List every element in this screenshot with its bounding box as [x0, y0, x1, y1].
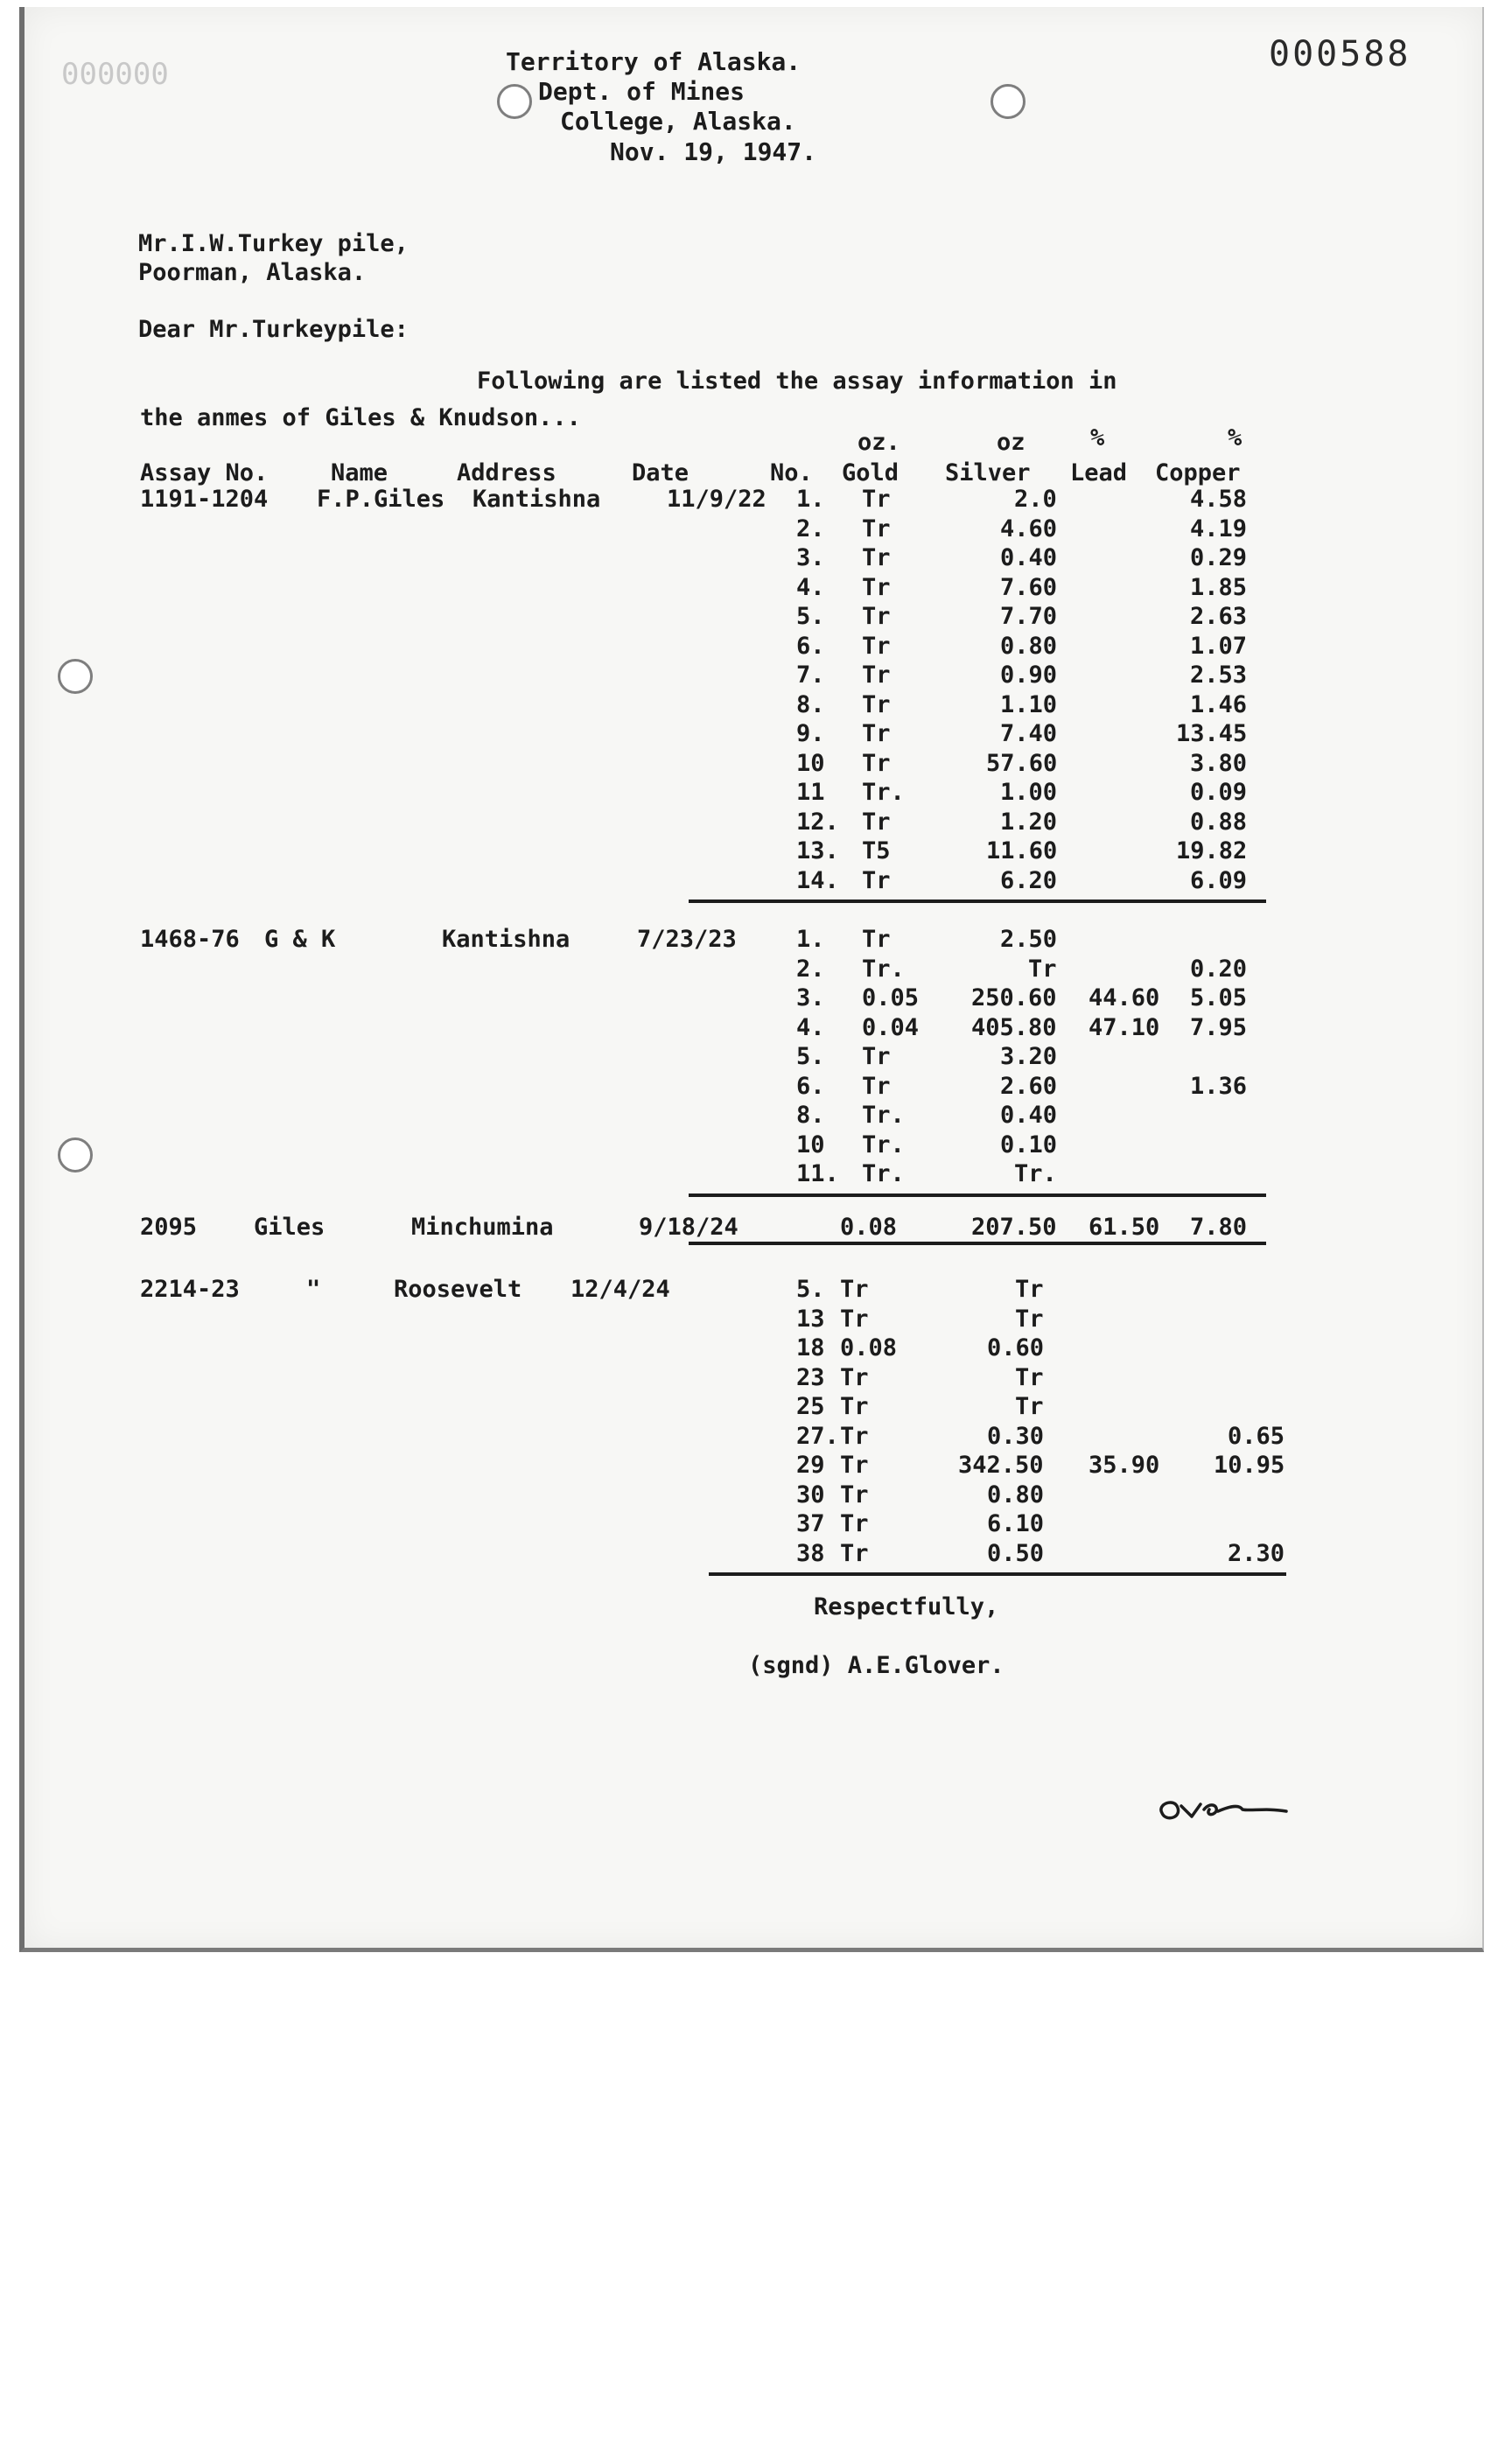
sample-number: 38 — [796, 1539, 825, 1567]
gold-value: Tr — [862, 603, 891, 630]
gold-value: Tr. — [862, 1102, 905, 1129]
gold-value: Tr. — [862, 779, 905, 806]
gold-value: Tr — [862, 573, 891, 601]
copper-value: 0.20 — [1190, 955, 1248, 983]
copper-value: 7.80 — [1190, 1214, 1248, 1241]
unit-gold: oz. — [858, 429, 900, 456]
assay-number: 2095 — [140, 1214, 198, 1241]
silver-value: 4.60 — [1000, 514, 1058, 542]
silver-value: 0.30 — [987, 1422, 1045, 1450]
sample-number: 12. — [796, 808, 839, 836]
sample-number: 10 — [796, 1130, 825, 1158]
silver-value: 342.50 — [958, 1452, 1044, 1479]
sample-number: 2. — [796, 955, 825, 983]
gold-value: Tr. — [862, 1130, 905, 1158]
gold-value: Tr — [840, 1276, 869, 1303]
unit-lead: % — [1090, 424, 1105, 452]
gold-value: Tr — [840, 1510, 869, 1537]
sample-number: 1. — [796, 926, 825, 953]
gold-value: T5 — [862, 837, 891, 864]
sample-number: 13 — [796, 1305, 825, 1333]
gold-value: Tr — [840, 1452, 869, 1479]
unit-silver: oz — [997, 429, 1026, 456]
sample-number: 30 — [796, 1480, 825, 1508]
silver-value: 2.60 — [1000, 1072, 1058, 1100]
copper-value: 7.95 — [1190, 1013, 1248, 1041]
silver-value: Tr — [1015, 1276, 1044, 1303]
silver-value: 2.50 — [1000, 926, 1058, 953]
gold-value: Tr — [862, 926, 891, 953]
copper-value: 3.80 — [1190, 749, 1248, 777]
silver-value: 1.20 — [1000, 808, 1058, 836]
silver-value: 250.60 — [971, 984, 1057, 1012]
silver-value: 0.10 — [1000, 1130, 1058, 1158]
salutation: Dear Mr.Turkeypile: — [138, 316, 409, 343]
copper-value: 6.09 — [1190, 866, 1248, 894]
copper-value: 1.46 — [1190, 690, 1248, 718]
assay-address: Kantishna — [472, 486, 601, 513]
assayee-name: Giles — [254, 1214, 326, 1241]
silver-value: 7.70 — [1000, 603, 1058, 630]
gold-value: Tr — [862, 720, 891, 747]
sample-number: 18 — [796, 1334, 825, 1362]
sample-number: 10 — [796, 749, 825, 777]
gold-value: Tr — [862, 690, 891, 718]
sample-number: 5. — [796, 603, 825, 630]
copper-value: 4.19 — [1190, 514, 1248, 542]
assayee-name: G & K — [264, 926, 336, 953]
silver-value: 3.20 — [1000, 1043, 1058, 1070]
sample-number: 27. — [796, 1422, 839, 1450]
assay-date: 7/23/23 — [637, 926, 737, 953]
gold-value: Tr — [862, 544, 891, 571]
copper-value: 1.36 — [1190, 1072, 1248, 1100]
silver-value: Tr — [1015, 1363, 1044, 1391]
silver-value: 57.60 — [986, 749, 1058, 777]
copper-value: 2.53 — [1190, 662, 1248, 689]
sample-number: 8. — [796, 1102, 825, 1129]
sample-number: 23 — [796, 1363, 825, 1391]
gold-value: 0.05 — [862, 984, 920, 1012]
col-silver: Silver — [945, 459, 1031, 486]
sample-number: 11 — [796, 779, 825, 806]
silver-value: 11.60 — [986, 837, 1058, 864]
letterhead-date: Nov. 19, 1947. — [610, 137, 817, 166]
gold-value: Tr — [862, 749, 891, 777]
faded-stamp-number: 000000 — [61, 57, 169, 92]
silver-value: 0.50 — [987, 1539, 1045, 1567]
punch-hole-left-lower — [58, 1138, 93, 1172]
silver-value: Tr. — [1014, 1160, 1057, 1187]
gold-value: Tr — [840, 1393, 869, 1420]
silver-value: 6.20 — [1000, 866, 1058, 894]
letterhead-line-1: Territory of Alaska. — [506, 47, 802, 76]
silver-value: 0.40 — [1000, 544, 1058, 571]
sample-number: 1. — [796, 486, 825, 513]
gold-value: Tr — [840, 1363, 869, 1391]
assayee-name: " — [306, 1276, 321, 1303]
assay-date: 11/9/22 — [667, 486, 766, 513]
silver-value: 0.80 — [1000, 632, 1058, 660]
gold-value: Tr — [862, 632, 891, 660]
col-gold: Gold — [842, 459, 900, 486]
silver-value: 405.80 — [971, 1013, 1057, 1041]
copper-value: 10.95 — [1214, 1452, 1285, 1479]
silver-value: 7.40 — [1000, 720, 1058, 747]
sample-number: 11. — [796, 1160, 839, 1187]
copper-value: 1.07 — [1190, 632, 1248, 660]
letterhead-line-3: College, Alaska. — [560, 107, 796, 136]
gold-value: Tr — [862, 866, 891, 894]
gold-value: Tr — [862, 514, 891, 542]
copper-value: 4.58 — [1190, 486, 1248, 513]
gold-value: Tr — [840, 1539, 869, 1567]
gold-value: Tr — [862, 1072, 891, 1100]
gold-value: 0.04 — [862, 1013, 920, 1041]
copper-value: 13.45 — [1176, 720, 1248, 747]
lead-value: 35.90 — [1088, 1452, 1160, 1479]
document-number: 000588 — [1269, 34, 1411, 74]
gold-value: Tr — [862, 486, 891, 513]
sample-number: 4. — [796, 573, 825, 601]
sample-number: 37 — [796, 1510, 825, 1537]
punch-hole-top-right — [990, 84, 1026, 119]
addressee-line-2: Poorman, Alaska. — [138, 259, 367, 286]
sample-number: 2. — [796, 514, 825, 542]
col-copper: Copper — [1155, 459, 1241, 486]
signature: (sgnd) A.E.Glover. — [748, 1652, 1004, 1679]
col-assay-no: Assay No. — [140, 459, 269, 486]
gold-value: 0.08 — [840, 1334, 898, 1362]
silver-value: Tr — [1028, 955, 1057, 983]
gold-value: Tr — [862, 662, 891, 689]
assay-number: 1191-1204 — [140, 486, 269, 513]
reverse-side-bleed-through — [970, 980, 1374, 1698]
sample-number: 3. — [796, 544, 825, 571]
assayee-name: F.P.Giles — [317, 486, 445, 513]
silver-value: 0.40 — [1000, 1102, 1058, 1129]
silver-value: Tr — [1015, 1305, 1044, 1333]
sample-number: 3. — [796, 984, 825, 1012]
gold-value: Tr — [840, 1305, 869, 1333]
intro-line-1: Following are listed the assay information in — [477, 368, 1117, 395]
addressee-line-1: Mr.I.W.Turkey pile, — [138, 230, 409, 257]
gold-value: Tr — [862, 808, 891, 836]
col-no: No. — [770, 459, 813, 486]
copper-value: 2.63 — [1190, 603, 1248, 630]
gold-value: 0.08 — [840, 1214, 898, 1241]
silver-value: 1.00 — [1000, 779, 1058, 806]
sample-number: 8. — [796, 690, 825, 718]
copper-value: 1.85 — [1190, 573, 1248, 601]
silver-value: 1.10 — [1000, 690, 1058, 718]
col-name: Name — [331, 459, 388, 486]
silver-value: 6.10 — [987, 1510, 1045, 1537]
copper-value: 2.30 — [1228, 1539, 1285, 1567]
sample-number: 29 — [796, 1452, 825, 1479]
group-total-rule — [689, 900, 1266, 903]
gold-value: Tr — [840, 1422, 869, 1450]
assay-number: 1468-76 — [140, 926, 240, 953]
silver-value: 207.50 — [971, 1214, 1057, 1241]
silver-value: 7.60 — [1000, 573, 1058, 601]
sample-number: 14. — [796, 866, 839, 894]
silver-value: 0.60 — [987, 1334, 1045, 1362]
lead-value: 44.60 — [1088, 984, 1160, 1012]
sample-number: 25 — [796, 1393, 825, 1420]
sample-number: 9. — [796, 720, 825, 747]
sample-number: 13. — [796, 837, 839, 864]
sample-number: 6. — [796, 1072, 825, 1100]
gold-value: Tr — [840, 1480, 869, 1508]
assay-date: 12/4/24 — [570, 1276, 670, 1303]
letterhead-line-2: Dept. of Mines — [538, 77, 746, 106]
sample-number: 7. — [796, 662, 825, 689]
punch-hole-left-upper — [58, 659, 93, 694]
silver-value: 0.90 — [1000, 662, 1058, 689]
unit-copper: % — [1228, 424, 1242, 452]
gold-value: Tr. — [862, 955, 905, 983]
assay-address: Minchumina — [411, 1214, 554, 1241]
copper-value: 0.65 — [1228, 1422, 1285, 1450]
assay-address: Kantishna — [442, 926, 570, 953]
lead-value: 47.10 — [1088, 1013, 1160, 1041]
closing: Respectfully, — [814, 1593, 999, 1620]
copper-value: 0.29 — [1190, 544, 1248, 571]
col-address: Address — [457, 459, 556, 486]
intro-line-2: the anmes of Giles & Knudson... — [140, 404, 581, 431]
silver-value: 0.80 — [987, 1480, 1045, 1508]
silver-value: Tr — [1015, 1393, 1044, 1420]
sample-number: 4. — [796, 1013, 825, 1041]
sample-number: 5. — [796, 1276, 825, 1303]
sample-number: 5. — [796, 1043, 825, 1070]
gold-value: Tr. — [862, 1160, 905, 1187]
assay-date: 9/18/24 — [639, 1214, 738, 1241]
sample-number: 6. — [796, 632, 825, 660]
gold-value: Tr — [862, 1043, 891, 1070]
copper-value: 0.88 — [1190, 808, 1248, 836]
handwritten-over-mark — [1155, 1785, 1312, 1838]
punch-hole-top-left — [497, 84, 532, 119]
copper-value: 5.05 — [1190, 984, 1248, 1012]
silver-value: 2.0 — [1014, 486, 1057, 513]
col-date: Date — [632, 459, 690, 486]
assay-number: 2214-23 — [140, 1276, 240, 1303]
assay-address: Roosevelt — [394, 1276, 522, 1303]
copper-value: 0.09 — [1190, 779, 1248, 806]
lead-value: 61.50 — [1088, 1214, 1160, 1241]
copper-value: 19.82 — [1176, 837, 1248, 864]
col-lead: Lead — [1070, 459, 1128, 486]
